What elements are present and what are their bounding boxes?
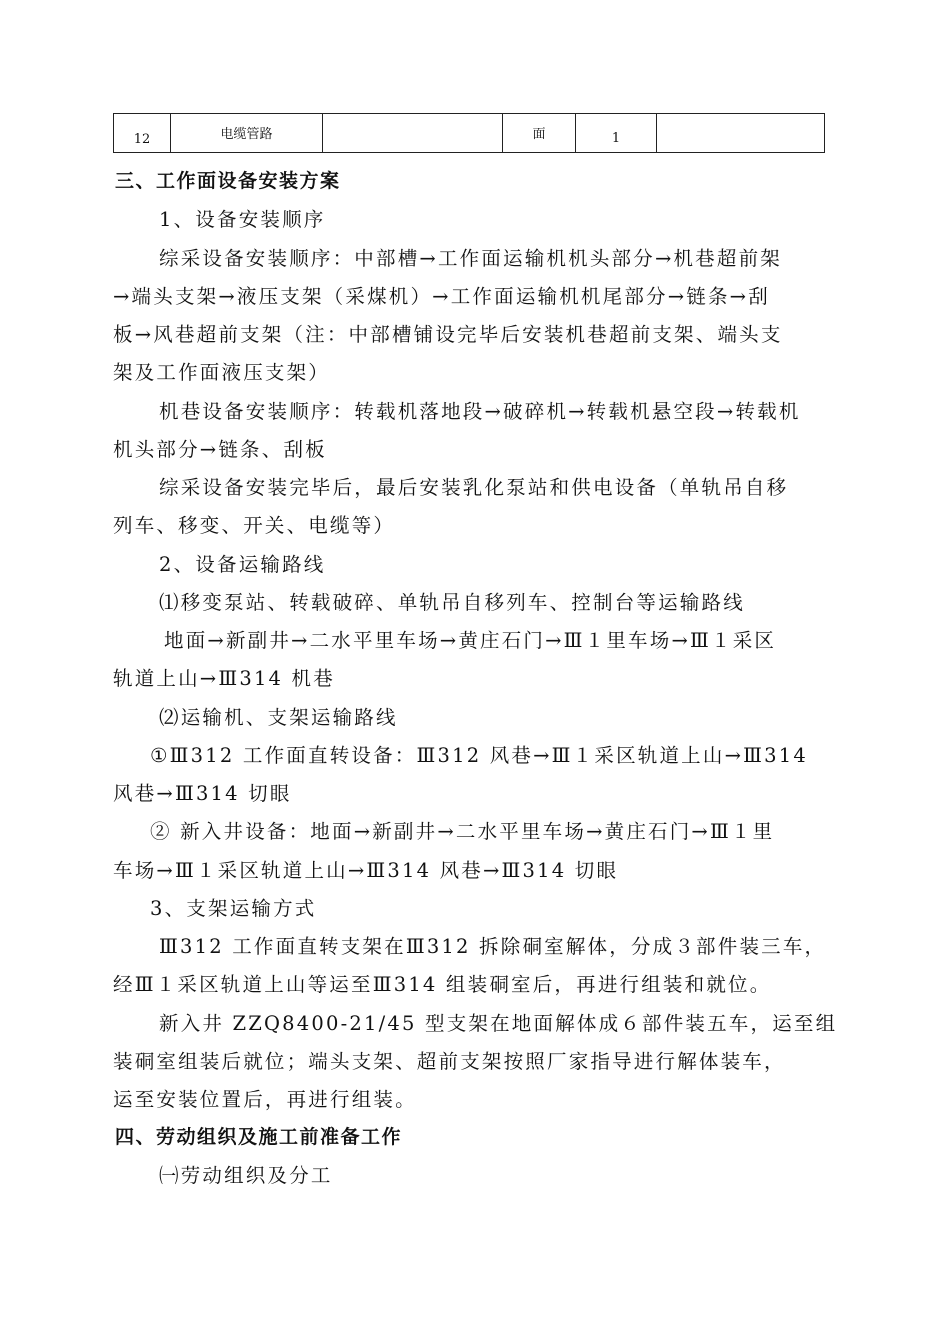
table-row — [114, 114, 825, 153]
paragraph-line: 列车、移变、开关、电缆等） — [113, 514, 396, 537]
paragraph-line: 综采设备安装完毕后，最后安装乳化泵站和供电设备（单轨吊自移 — [159, 476, 789, 499]
equipment-table — [113, 113, 825, 153]
paragraph-line: 运至安装位置后，再进行组装。 — [113, 1088, 417, 1111]
paragraph-line: 经Ⅲ１采区轨道上山等运至Ⅲ314 组装硐室后，再进行组装和就位。 — [113, 973, 772, 996]
paragraph-line: 装硐室组装后就位；端头支架、超前支架按照厂家指导进行解体装车， — [113, 1050, 786, 1073]
paragraph-line: ② 新入井设备：地面→新副井→二水平里车场→黄庄石门→Ⅲ１里 — [150, 820, 775, 843]
subsection-heading: ㈠劳动组织及分工 — [159, 1164, 333, 1187]
paragraph-line: 机巷设备安装顺序：转载机落地段→破碎机→转载机悬空段→转载机 — [159, 400, 801, 423]
subsection-heading: 2、设备运输路线 — [159, 553, 326, 576]
table-cell-name: 电缆管路 — [171, 114, 323, 153]
paragraph-line: 轨道上山→Ⅲ314 机巷 — [113, 667, 335, 690]
paragraph-line: 架及工作面液压支架） — [113, 361, 331, 384]
section-heading: 三、工作面设备安装方案 — [115, 170, 341, 192]
paragraph-line: ⑴移变泵站、转载破碎、单轨吊自移列车、控制台等运输路线 — [159, 591, 745, 614]
paragraph-line: 地面→新副井→二水平里车场→黄庄石门→Ⅲ１里车场→Ⅲ１采区 — [164, 629, 777, 652]
subsection-heading: 3、支架运输方式 — [150, 897, 317, 920]
table-cell-qty: 1 — [576, 114, 657, 153]
table-cell-unit: 面 — [503, 114, 576, 153]
paragraph-line: →端头支架→液压支架（采煤机）→工作面运输机机尾部分→链条→刮 — [113, 285, 770, 308]
paragraph-line: 机头部分→链条、刮板 — [113, 438, 327, 461]
paragraph-line: 新入井 ZZQ8400-21/45 型支架在地面解体成６部件装五车，运至组 — [159, 1012, 838, 1035]
paragraph-line: 车场→Ⅲ１采区轨道上山→Ⅲ314 风巷→Ⅲ314 切眼 — [113, 859, 619, 882]
table-cell-remark — [657, 114, 825, 153]
paragraph-line: 板→风巷超前支架（注：中部槽铺设完毕后安装机巷超前支架、端头支 — [113, 323, 783, 346]
section-heading: 四、劳动组织及施工前准备工作 — [115, 1126, 403, 1148]
subsection-heading: 1、设备安装顺序 — [159, 208, 326, 231]
paragraph-line: Ⅲ312 工作面直转支架在Ⅲ312 拆除硐室解体，分成３部件装三车， — [159, 935, 827, 958]
paragraph-line: ⑵运输机、支架运输路线 — [159, 706, 398, 729]
paragraph-line: 风巷→Ⅲ314 切眼 — [113, 782, 292, 805]
paragraph-line: 综采设备安装顺序：中部槽→工作面运输机机头部分→机巷超前架 — [159, 247, 782, 270]
table-cell-spec — [323, 114, 503, 153]
table-cell-index: 12 — [114, 114, 171, 153]
paragraph-line: ①Ⅲ312 工作面直转设备：Ⅲ312 风巷→Ⅲ１采区轨道上山→Ⅲ314 — [150, 744, 808, 767]
